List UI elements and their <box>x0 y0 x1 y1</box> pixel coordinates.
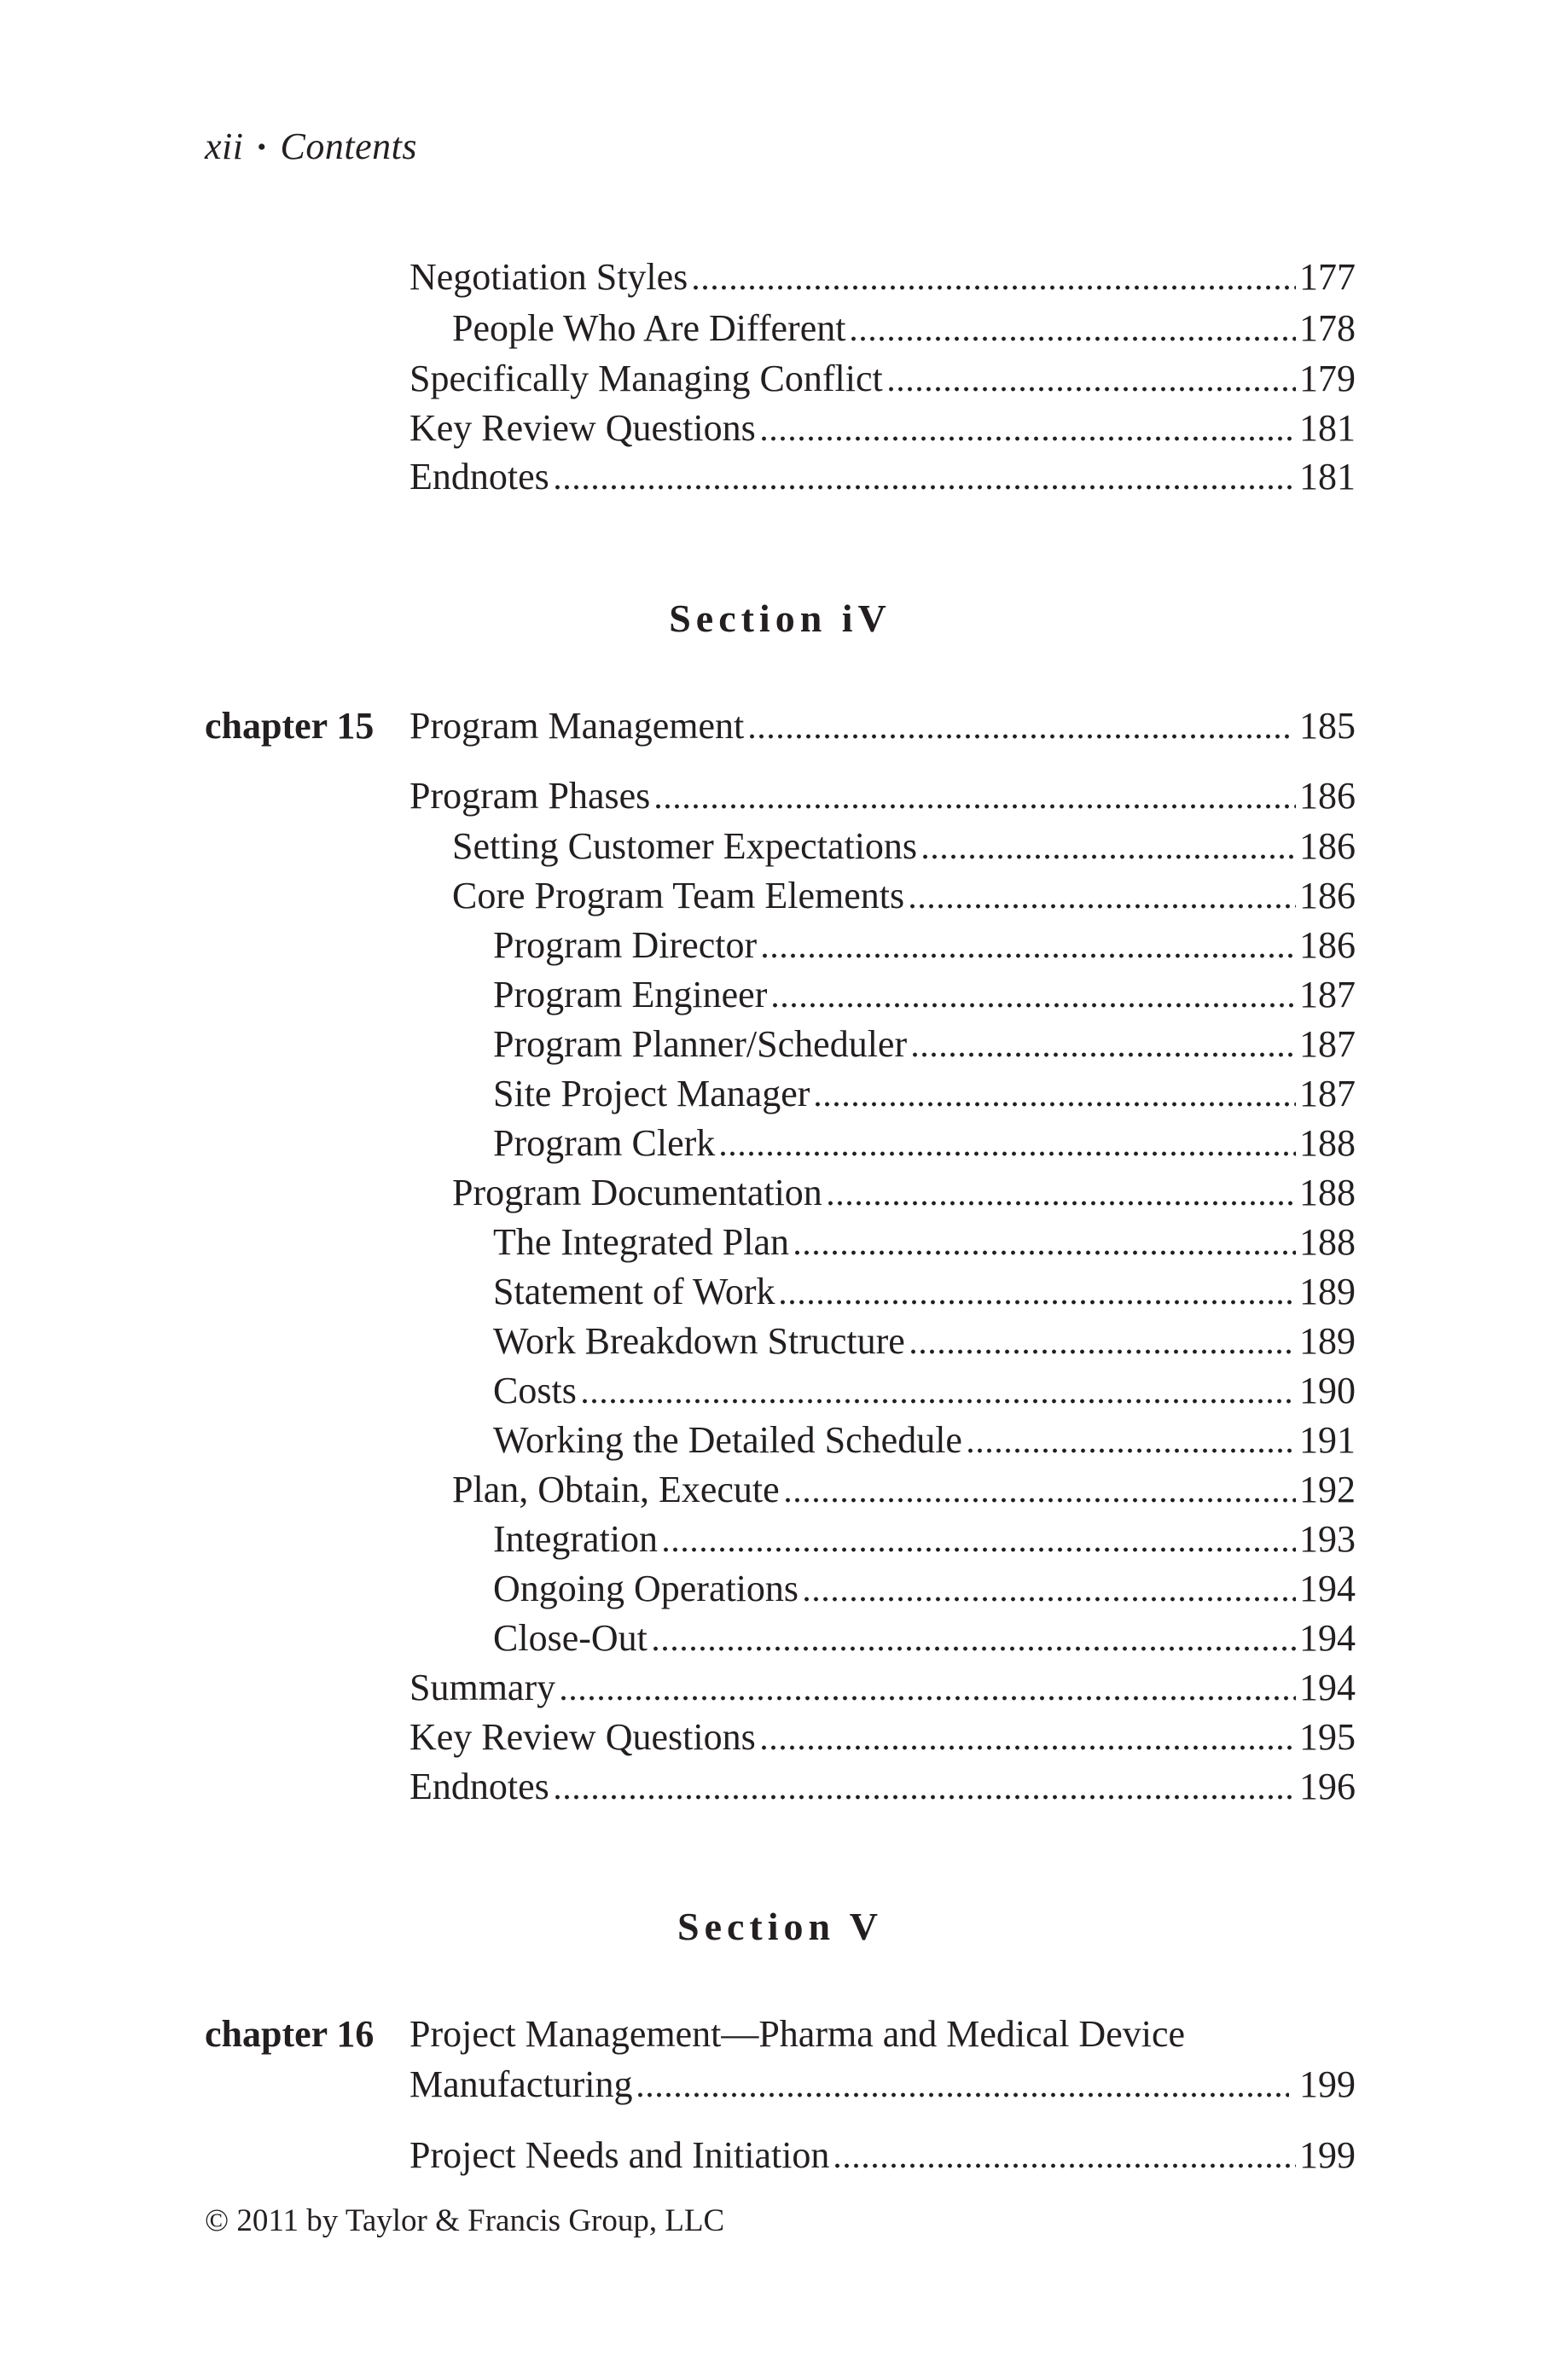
dot-leader <box>759 434 1296 443</box>
toc-entry-page: 189 <box>1299 1320 1356 1362</box>
dot-leader <box>653 802 1296 811</box>
toc-entry-page: 181 <box>1299 456 1356 497</box>
chapter-entry-continued[interactable] <box>205 2060 1356 2109</box>
toc-entry-title: Integration <box>493 1518 659 1560</box>
toc-entry-title: Program Engineer <box>493 974 768 1015</box>
toc-entry[interactable] <box>205 1119 1356 1168</box>
toc-entry[interactable] <box>205 1168 1356 1218</box>
toc-entry-title: Endnotes <box>409 1766 549 1807</box>
toc-entry-title: Setting Customer Expectations <box>452 825 918 867</box>
dot-leader <box>783 1496 1296 1504</box>
dot-leader <box>833 2161 1296 2170</box>
toc-entry-page: 196 <box>1299 1766 1356 1807</box>
toc-entry[interactable] <box>205 452 1356 502</box>
toc-entry-title: People Who Are Different <box>452 307 846 349</box>
toc-entry-title: Key Review Questions <box>409 1716 756 1758</box>
toc-entry[interactable] <box>205 1416 1356 1465</box>
toc-entry-page: 193 <box>1299 1518 1356 1560</box>
toc-entry[interactable] <box>205 1713 1356 1762</box>
toc-entry[interactable] <box>205 1614 1356 1663</box>
toc-entry-title: Project Needs and Initiation <box>409 2134 830 2176</box>
toc-entry-title: Program Planner/Scheduler <box>493 1023 908 1065</box>
toc-entry-title: Program Clerk <box>493 1122 716 1164</box>
toc-entry-page: 191 <box>1299 1419 1356 1461</box>
toc-entry-page: 189 <box>1299 1271 1356 1312</box>
toc-entry[interactable] <box>205 253 1356 302</box>
toc-entry-title: Key Review Questions <box>409 407 756 449</box>
toc-entry[interactable] <box>205 1564 1356 1614</box>
toc-entry[interactable] <box>205 1317 1356 1366</box>
toc-entry-title: Costs <box>493 1370 577 1411</box>
toc-entry-title: Ongoing Operations <box>493 1568 799 1609</box>
toc-entry-title: Negotiation Styles <box>409 256 688 298</box>
dot-leader <box>580 1397 1296 1405</box>
toc-entry-page: 186 <box>1299 875 1356 916</box>
toc-entry-title: Program Phases <box>409 775 651 817</box>
toc-entry[interactable] <box>205 2131 1356 2180</box>
toc-entry-page: 188 <box>1299 1122 1356 1164</box>
toc-entry-page: 187 <box>1299 1023 1356 1065</box>
toc-entry-page: 186 <box>1299 775 1356 817</box>
dot-leader <box>559 1694 1296 1702</box>
toc-entry[interactable] <box>205 1762 1356 1812</box>
dot-leader <box>778 1298 1296 1306</box>
dot-leader <box>770 1001 1296 1009</box>
toc-entry[interactable] <box>205 354 1356 404</box>
dot-leader <box>793 1248 1296 1257</box>
dot-leader <box>886 385 1296 393</box>
dot-leader <box>760 951 1296 960</box>
toc-entry-page: 190 <box>1299 1370 1356 1411</box>
toc-entry[interactable] <box>205 404 1356 453</box>
dot-leader <box>651 1644 1296 1653</box>
toc-entry[interactable] <box>205 921 1356 970</box>
dot-leader <box>802 1595 1296 1603</box>
chapter-label: chapter 15 <box>205 705 375 747</box>
chapter-title-line2: Manufacturing <box>409 2063 633 2105</box>
dot-leader <box>553 1793 1296 1801</box>
running-head-page: xii <box>205 125 244 167</box>
toc-entry-title: Working the Detailed Schedule <box>493 1419 962 1461</box>
chapter-page: 185 <box>1299 705 1356 747</box>
toc-entry-page: 199 <box>1299 2134 1356 2176</box>
dot-leader <box>910 1050 1296 1059</box>
toc-entry-title: The Integrated Plan <box>493 1221 789 1263</box>
toc-entry-title: Site Project Manager <box>493 1073 810 1114</box>
chapter-entry[interactable] <box>205 2010 1356 2059</box>
chapter-page: 199 <box>1299 2063 1356 2105</box>
toc-entry[interactable] <box>205 771 1356 821</box>
dot-leader <box>909 1347 1296 1356</box>
toc-entry-page: 194 <box>1299 1667 1356 1708</box>
toc-entry-page: 188 <box>1299 1221 1356 1263</box>
toc-entry[interactable] <box>205 822 1356 871</box>
copyright-notice: © 2011 by Taylor & Francis Group, LLC <box>205 2203 725 2238</box>
dot-leader <box>813 1100 1296 1108</box>
dot-leader <box>908 902 1296 911</box>
toc-entry-page: 192 <box>1299 1469 1356 1510</box>
toc-entry-page: 195 <box>1299 1716 1356 1758</box>
toc-entry-page: 186 <box>1299 924 1356 966</box>
toc-entry[interactable] <box>205 1020 1356 1069</box>
section-heading: Section iV <box>669 596 891 640</box>
toc-entry-page: 188 <box>1299 1172 1356 1213</box>
dot-leader <box>553 483 1296 492</box>
toc-entry-title: Statement of Work <box>493 1271 775 1312</box>
dot-leader <box>826 1199 1296 1207</box>
toc-entry-page: 194 <box>1299 1617 1356 1659</box>
toc-entry[interactable] <box>205 1515 1356 1564</box>
toc-entry-page: 187 <box>1299 1073 1356 1114</box>
dot-leader <box>759 1743 1296 1752</box>
toc-entry-page: 186 <box>1299 825 1356 867</box>
toc-entry-page: 181 <box>1299 407 1356 449</box>
toc-entry-page: 187 <box>1299 974 1356 1015</box>
toc-entry-title: Program Director <box>493 924 758 966</box>
running-head-separator: • <box>257 133 267 161</box>
dot-leader <box>718 1149 1296 1158</box>
toc-entry[interactable] <box>205 1465 1356 1515</box>
toc-entry-title: Summary <box>409 1667 556 1708</box>
toc-entry-title: Work Breakdown Structure <box>493 1320 905 1362</box>
toc-entry[interactable] <box>205 970 1356 1020</box>
toc-entry-title: Endnotes <box>409 456 549 497</box>
toc-entry[interactable] <box>205 304 1356 353</box>
toc-entry-title: Core Program Team Elements <box>452 875 905 916</box>
toc-entry[interactable] <box>205 1366 1356 1416</box>
toc-entry[interactable] <box>205 1267 1356 1317</box>
chapter-title: Program Management <box>409 705 745 747</box>
section-heading: Section V <box>677 1905 883 1948</box>
toc-entry-page: 194 <box>1299 1568 1356 1609</box>
chapter-label: chapter 16 <box>205 2013 375 2055</box>
toc-entry[interactable] <box>205 1663 1356 1713</box>
toc-entry-page: 178 <box>1299 307 1356 349</box>
chapter-title-line1: Project Management—Pharma and Medical Device <box>409 2013 1186 2055</box>
running-head <box>205 125 417 168</box>
dot-leader <box>661 1545 1296 1554</box>
toc-entry-title: Plan, Obtain, Execute <box>452 1469 780 1510</box>
toc-entry-page: 177 <box>1299 256 1356 298</box>
toc-entry-title: Program Documentation <box>452 1172 822 1213</box>
dot-leader <box>966 1446 1296 1455</box>
toc-entry[interactable] <box>205 871 1356 921</box>
toc-entry-title: Specifically Managing Conflict <box>409 358 883 399</box>
dot-leader <box>747 732 1289 741</box>
dot-leader <box>691 283 1296 292</box>
dot-leader <box>636 2091 1289 2099</box>
dot-leader <box>849 335 1296 343</box>
toc-entry[interactable] <box>205 1218 1356 1267</box>
dot-leader <box>920 852 1296 861</box>
toc-entry-title: Close-Out <box>493 1617 648 1659</box>
toc-entry[interactable] <box>205 1069 1356 1119</box>
toc-entry-page: 179 <box>1299 358 1356 399</box>
chapter-entry[interactable] <box>205 701 1356 751</box>
running-head-title: Contents <box>280 125 417 167</box>
